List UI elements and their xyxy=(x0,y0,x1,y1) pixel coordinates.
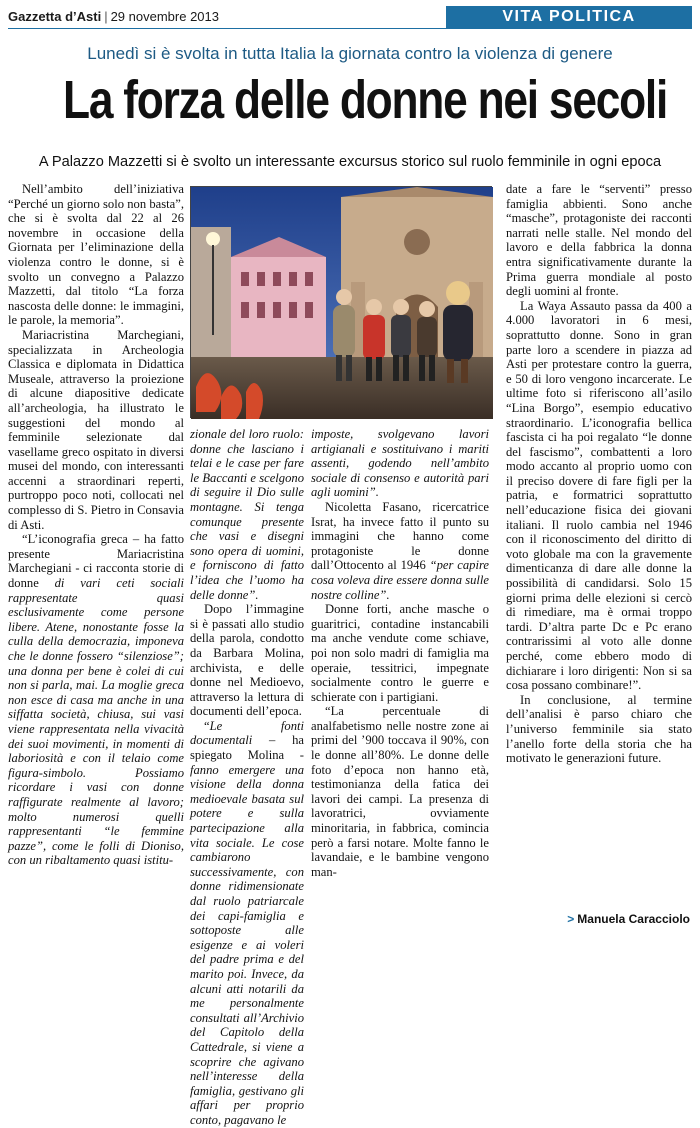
top-bar xyxy=(8,6,692,28)
paragraph: Dopo l’immagine si è passati allo studio della parola, condotto da Barbara Molina, archivista, e delle donne nel Medioevo, attraverso la lettura di documenti dell’epoca. xyxy=(190,602,304,719)
masthead-separator: | xyxy=(104,9,108,24)
article-photo xyxy=(190,186,492,418)
byline-arrow-icon: > xyxy=(567,912,575,926)
quote-open: “ xyxy=(204,718,210,733)
paragraph: Nell’ambito dell’iniziativa “Perché un giorno solo non basta”, che si è svolta dal 22 al 26 novembre in occasione della Giornata per l’eliminazione della violenza contro le donne, si è svolto un convegno a Palazzo Mazzetti, dal titolo “La forza nascosta delle donne: le immagini, le parole, la memoria”. xyxy=(8,182,184,328)
paragraph: La Waya Assauto passa da 400 a 4.000 lavoratori in 6 mesi, soprattutto donne. Sono in gran parte loro a scendere in piazza ad Asti per protestare contro la guerra, e 50 di loro vengono incarcerate. Le ultime foto si riferiscono all’asilo “Lina Borgo”, esempio educativo straordinario. L’iconografia bellica fascista ci ha poi regalato “le donne del fascismo”, combattenti a loro modo accanto al proprio uomo con il preciso dovere di fare figli per la patria, e formatrici soprattutto nell’educazione fisica dei giovani italiani. Il ruolo cambia nel 1946 con il riconoscimento del diritto di voto globale ma con la gravemente dimenticanza di dare alle donne la possibilità di candidarsi. Solo 15 giorni prima delle elezioni si cercò di rimediare, ma è ormai troppo tardi. D’altra parte Dc e Pc erano contrarissimi al voto alle donne perché, come ebbero modo di dichiarare i loro dirigenti: Non si sa cosa possano combinare!”. xyxy=(506,298,692,693)
subhead: A Palazzo Mazzetti si è svolto un interessante excursus storico sul ruolo femminile in ogni epoca xyxy=(38,154,662,170)
author-name: Manuela Caracciolo xyxy=(577,912,690,926)
byline xyxy=(567,912,690,926)
article-column-2 xyxy=(190,427,304,1128)
quote-text: imposte, svolgevano lavori artigianali e sostituivano i mariti assenti, godendo nell’ambito sociale di consenso e autorità pari agli uomini”. xyxy=(311,427,489,500)
paragraph-text: Nicoletta Fasano, ricercatrice Israt, ha invece fatto il punto su immagini che hanno come protagoniste le donne dall’Ottocento al 1946 xyxy=(311,499,489,573)
photo-palazzo-mazzetti xyxy=(191,187,493,419)
section-tag: VITA POLITICA xyxy=(446,6,692,28)
paragraph: Mariacristina Marchegiani, specializzata in Archeologia Classica e diplomata in Didattica Museale, attraverso la proiezione di alcune diapositive dedicate all’archeologia, ha illustrato le suggestioni del mondo al femminile selezionate dal vasellame greco ospitato in diversi musei del mondo, con interessanti accenni a straordinari reperti, purtroppo poco noti, collocati nel complesso di S. Pietro in Consavia di Asti. xyxy=(8,327,184,532)
masthead xyxy=(8,9,219,24)
article-column-4 xyxy=(506,182,692,766)
quote-text: fanno emergere una visione della donna medioevale basata sul potere e sulla partecipazione alla vita sociale. Le cose cambiarono successivamente, con donne ridimensionate dal ruolo patriarcale dei capi-famiglia e sottoposte alle esigenze e ai voleri del padre prima e del marito poi. Invece, da alcuni atti notarili da me personalmente consultati all’Archivio del Capitolo della Cattedrale, si viene a scoprire che agivano nell’interesse della famiglia, gestivano gli affari per proprio conto, pagavano le xyxy=(190,762,304,1127)
paragraph xyxy=(311,427,489,500)
paragraph xyxy=(311,500,489,602)
quote-text: zionale del loro ruolo: donne che lasciano i telai e le case per fare le Baccanti e scelgono di seguire il Dio sulle montagne. Si tenga comunque presente che vasi e disegni sono opera di uomini, e forniscono di fatto l’idea che l’uomo ha delle donne”. xyxy=(190,427,304,602)
article-column-1 xyxy=(8,182,184,868)
paragraph xyxy=(190,427,304,602)
article-column-3 xyxy=(311,427,489,879)
paragraph: In conclusione, al termine dell’analisi è parso chiaro che l’universo femminile sia stato l’anello forte della storia che ha motivato le generazioni future. xyxy=(506,692,692,766)
paragraph xyxy=(8,532,184,868)
quote-attribution: – ha spiegato Molina - xyxy=(190,733,304,763)
quote-text: Le fonti documentali xyxy=(190,718,304,748)
paragraph: “La percentuale di analfabetismo nelle nostre zone ai primi del ’900 toccava il 90%, con le donne all’80%. Le donne delle foto d’epoca non hanno età, testimonianza della fatica dei lavori dei campi. La presenza di lavoratrici, ovviamente minoritaria, in fabbrica, comincia però a farsi notare. Molte fanno le lavandaie, e le bambine vengono man- xyxy=(311,704,489,879)
quote-text: “per capire cosa voleva dire essere donna sulle nostre colline”. xyxy=(311,558,489,602)
headline: La forza delle donne nei secoli xyxy=(63,70,668,130)
paragraph: date a fare le “serventi” presso famiglia abbienti. Sono anche “masche”, protagoniste dei racconti narrati nelle stalle. Nel mondo del lavoro e della fabbrica la donna entra significativamente durante la Prima guerra mondiale al posto degli uomini al fronte. xyxy=(506,182,692,299)
issue-date: 29 novembre 2013 xyxy=(110,9,219,24)
top-rule xyxy=(8,28,692,29)
paragraph xyxy=(190,719,304,1128)
paragraph: Donne forti, anche masche o guaritrici, contadine instancabili ma anche vendute come schiave, poi non solo madri di famiglia ma operaie, tessitrici, impegnate socialmente contro le guerre e schierate con i partigiani. xyxy=(311,602,489,704)
quote-text: di vari ceti sociali rappresentate quasi esclusivamente come persone libere. Atene, nonostante fosse la culla della democrazia, imponeva che le donne fossero “silenziose”; una donna per bene è colei di cui non si parla, mai. La moglie greca non esce di casa ma anche in una siffatta società, chiusa, sui vasi viene rappresentata nella vivacità dei suoi movimenti, in momenti di laboriosità e con il telaio come figura-simbolo. Possiamo ricordare i vasi con donne raffigurate realmente al lavoro; molto numerosi quelli rappresentanti “le femmine pazze”, come le folli di Dioniso, con un ribaltamento quasi istitu- xyxy=(8,576,184,868)
quote-lead: “L’iconografia greca – ha fatto presente Mariacristina Marchegiani - ci racconta storie di donne xyxy=(8,532,184,591)
kicker: Lunedì si è svolta in tutta Italia la giornata contro la violenza di genere xyxy=(87,44,613,63)
paper-name: Gazzetta d’Asti xyxy=(8,9,102,24)
